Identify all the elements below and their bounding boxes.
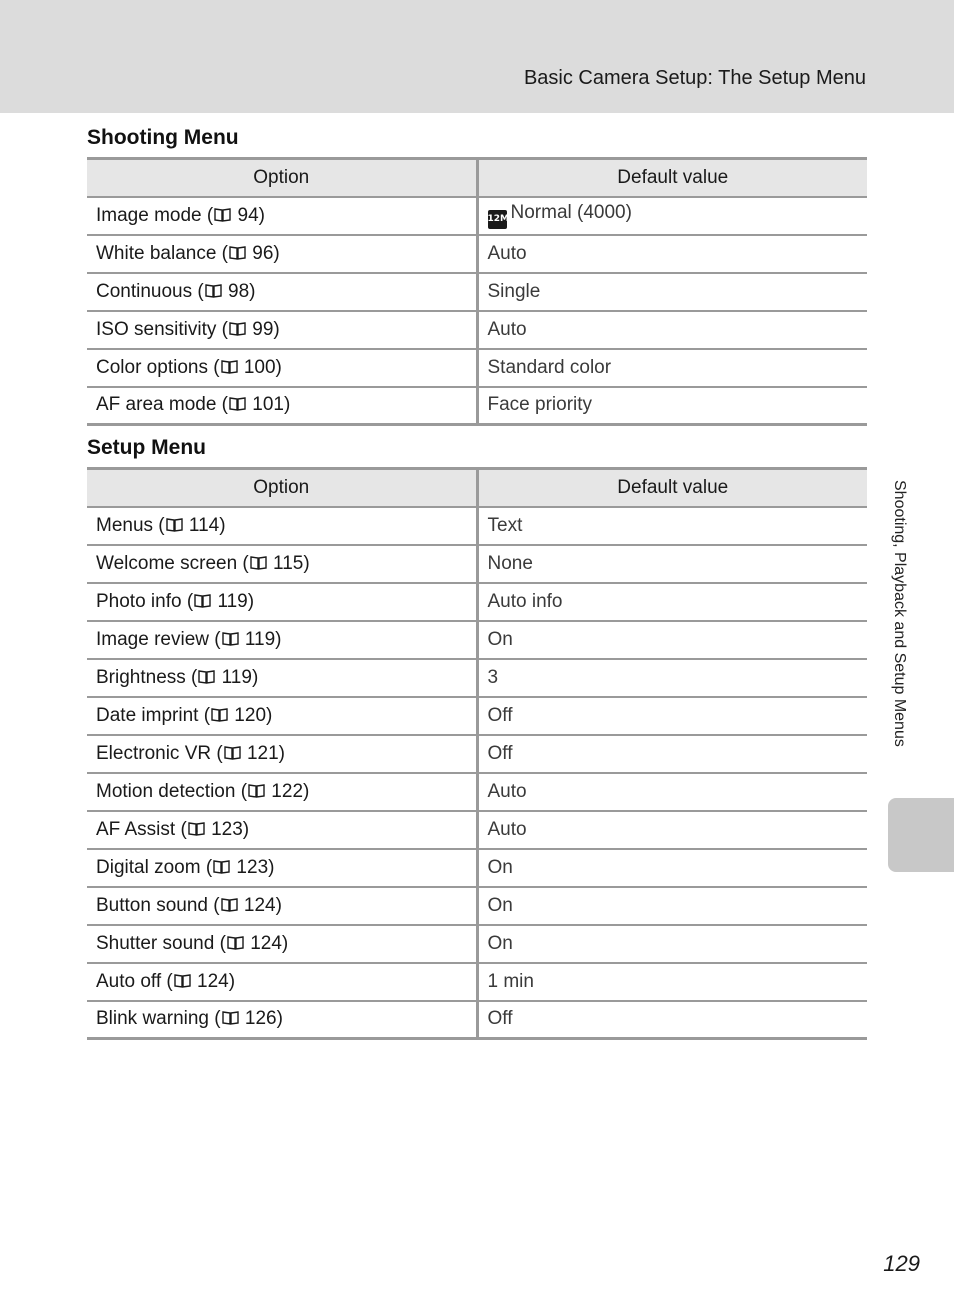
option-label: Image mode ( <box>96 204 214 226</box>
page-reference: 100) <box>238 356 282 378</box>
option-cell <box>87 735 477 773</box>
option-cell <box>87 811 477 849</box>
option-cell <box>87 349 477 387</box>
option-cell <box>87 387 477 425</box>
page-reference: 96) <box>247 242 280 264</box>
option-label: Brightness ( <box>96 666 198 688</box>
default-value-cell <box>477 311 867 349</box>
default-value-cell <box>477 849 867 887</box>
default-value: Auto <box>487 242 527 264</box>
page-reference: 123) <box>231 856 275 878</box>
table-row <box>87 1001 867 1039</box>
page-reference: 124) <box>238 894 282 916</box>
option-cell <box>87 583 477 621</box>
option-cell <box>87 507 477 545</box>
page-reference: 119) <box>212 590 255 612</box>
option-cell <box>87 311 477 349</box>
default-value-cell <box>477 387 867 425</box>
option-cell <box>87 925 477 963</box>
table-row <box>87 697 867 735</box>
option-label: AF Assist ( <box>96 818 187 840</box>
option-cell <box>87 621 477 659</box>
column-header-option: Option <box>87 469 477 507</box>
table-row <box>87 659 867 697</box>
page-reference: 94) <box>232 204 265 226</box>
column-header-default: Default value <box>477 469 867 507</box>
book-icon <box>188 820 205 835</box>
option-label: Digital zoom ( <box>96 856 213 878</box>
option-cell <box>87 887 477 925</box>
table-row <box>87 925 867 963</box>
default-value-cell <box>477 273 867 311</box>
default-value: On <box>487 894 513 916</box>
default-value-cell <box>477 773 867 811</box>
book-icon <box>166 516 183 531</box>
default-value-cell <box>477 925 867 963</box>
option-cell <box>87 659 477 697</box>
option-label: Date imprint ( <box>96 704 211 726</box>
default-value-cell <box>477 735 867 773</box>
page-reference: 119) <box>216 666 259 688</box>
table-row <box>87 773 867 811</box>
default-value: Auto <box>487 318 527 340</box>
default-value: On <box>487 856 513 878</box>
shooting-menu-title: Shooting Menu <box>87 126 239 149</box>
book-icon <box>250 554 267 569</box>
column-header-default: Default value <box>477 159 867 197</box>
book-icon <box>222 630 239 645</box>
book-icon <box>229 244 246 259</box>
page-number: 129 <box>883 1251 920 1276</box>
book-icon <box>211 706 228 721</box>
table-row <box>87 311 867 349</box>
table-row <box>87 887 867 925</box>
page-reference: 123) <box>205 818 250 840</box>
book-icon <box>174 972 191 987</box>
default-value: On <box>487 628 513 650</box>
page-reference: 99) <box>246 318 280 340</box>
option-cell <box>87 273 477 311</box>
default-value-cell <box>477 621 867 659</box>
table-row <box>87 197 867 235</box>
table-row <box>87 621 867 659</box>
page-reference: 120) <box>229 704 273 726</box>
book-icon <box>205 282 222 297</box>
option-label: Electronic VR ( <box>96 742 223 764</box>
option-label: White balance ( <box>96 242 229 264</box>
option-cell <box>87 235 477 273</box>
option-label: Photo info ( <box>96 590 194 612</box>
default-value-cell <box>477 659 867 697</box>
option-label: Motion detection ( <box>96 780 248 802</box>
option-label: ISO sensitivity ( <box>96 318 228 340</box>
setup-menu-table <box>87 467 867 1040</box>
default-value: Auto info <box>487 590 563 612</box>
table-row <box>87 811 867 849</box>
default-value-cell <box>477 811 867 849</box>
book-icon <box>213 858 230 873</box>
default-value: Text <box>487 514 523 536</box>
option-label: Menus ( <box>96 514 165 536</box>
default-value-cell <box>477 545 867 583</box>
option-label: Auto off ( <box>96 970 173 992</box>
table-row <box>87 849 867 887</box>
book-icon <box>198 668 215 683</box>
default-value: Auto <box>487 780 527 802</box>
default-value: Auto <box>487 818 527 840</box>
option-label: Blink warning ( <box>96 1008 221 1030</box>
option-cell <box>87 697 477 735</box>
page-reference: 98) <box>222 280 256 302</box>
table-row <box>87 583 867 621</box>
default-value-cell <box>477 1001 867 1039</box>
book-icon <box>222 1009 239 1024</box>
book-icon <box>229 320 246 335</box>
default-value-cell <box>477 963 867 1001</box>
option-cell <box>87 773 477 811</box>
default-value: Face priority <box>487 394 593 416</box>
page-reference: 121) <box>241 742 286 764</box>
table-row <box>87 273 867 311</box>
default-value-cell <box>477 583 867 621</box>
book-icon <box>229 395 246 410</box>
default-value: None <box>487 552 533 574</box>
default-value: 3 <box>487 666 499 688</box>
table-row <box>87 349 867 387</box>
default-value-cell <box>477 697 867 735</box>
option-cell <box>87 849 477 887</box>
book-icon <box>224 744 241 759</box>
default-value: Off <box>487 704 513 726</box>
option-cell <box>87 963 477 1001</box>
book-icon <box>221 358 238 373</box>
default-value: Off <box>487 742 513 764</box>
option-label: Shutter sound ( <box>96 932 226 954</box>
default-value-cell <box>477 349 867 387</box>
page-reference: 124) <box>191 970 236 992</box>
option-cell <box>87 197 477 235</box>
shooting-menu-table <box>87 157 867 426</box>
page-reference: 124) <box>244 932 289 954</box>
option-label: Image review ( <box>96 628 221 650</box>
table-row <box>87 387 867 425</box>
setup-menu-title: Setup Menu <box>87 436 206 459</box>
image-mode-12m-icon: 12M <box>488 210 507 229</box>
default-value: 1 min <box>487 970 534 992</box>
column-header-option: Option <box>87 159 477 197</box>
table-header-row <box>87 159 867 197</box>
default-value-cell <box>477 235 867 273</box>
default-value-cell <box>477 507 867 545</box>
side-tab <box>888 798 954 872</box>
table-header-row <box>87 469 867 507</box>
default-value: On <box>487 932 513 954</box>
option-label: AF area mode ( <box>96 394 228 416</box>
book-icon <box>227 934 244 949</box>
default-value: Normal (4000) <box>510 202 632 223</box>
book-icon <box>194 592 211 607</box>
table-row <box>87 545 867 583</box>
default-value: Single <box>487 280 541 302</box>
page-reference: 101) <box>247 394 291 416</box>
option-label: Button sound ( <box>96 894 220 916</box>
option-cell <box>87 545 477 583</box>
side-tab-label: Shooting, Playback and Setup Menus <box>891 480 908 747</box>
default-value: Standard color <box>487 356 612 378</box>
page-reference: 115) <box>267 552 310 574</box>
table-row <box>87 735 867 773</box>
option-label: Welcome screen ( <box>96 552 249 574</box>
option-label: Continuous ( <box>96 280 204 302</box>
table-row <box>87 235 867 273</box>
table-row <box>87 963 867 1001</box>
book-icon <box>248 782 265 797</box>
book-icon <box>221 896 238 911</box>
page-reference: 126) <box>239 1008 283 1030</box>
default-value-cell <box>477 887 867 925</box>
header-band <box>0 0 954 113</box>
page-reference: 122) <box>266 780 310 802</box>
page-reference: 119) <box>239 628 282 650</box>
page-reference: 114) <box>183 514 226 536</box>
table-row <box>87 507 867 545</box>
option-label: Color options ( <box>96 356 220 378</box>
page-header-title: Basic Camera Setup: The Setup Menu <box>523 67 866 89</box>
option-cell <box>87 1001 477 1039</box>
default-value-cell <box>477 197 867 235</box>
book-icon <box>214 206 231 221</box>
default-value: Off <box>487 1008 513 1030</box>
